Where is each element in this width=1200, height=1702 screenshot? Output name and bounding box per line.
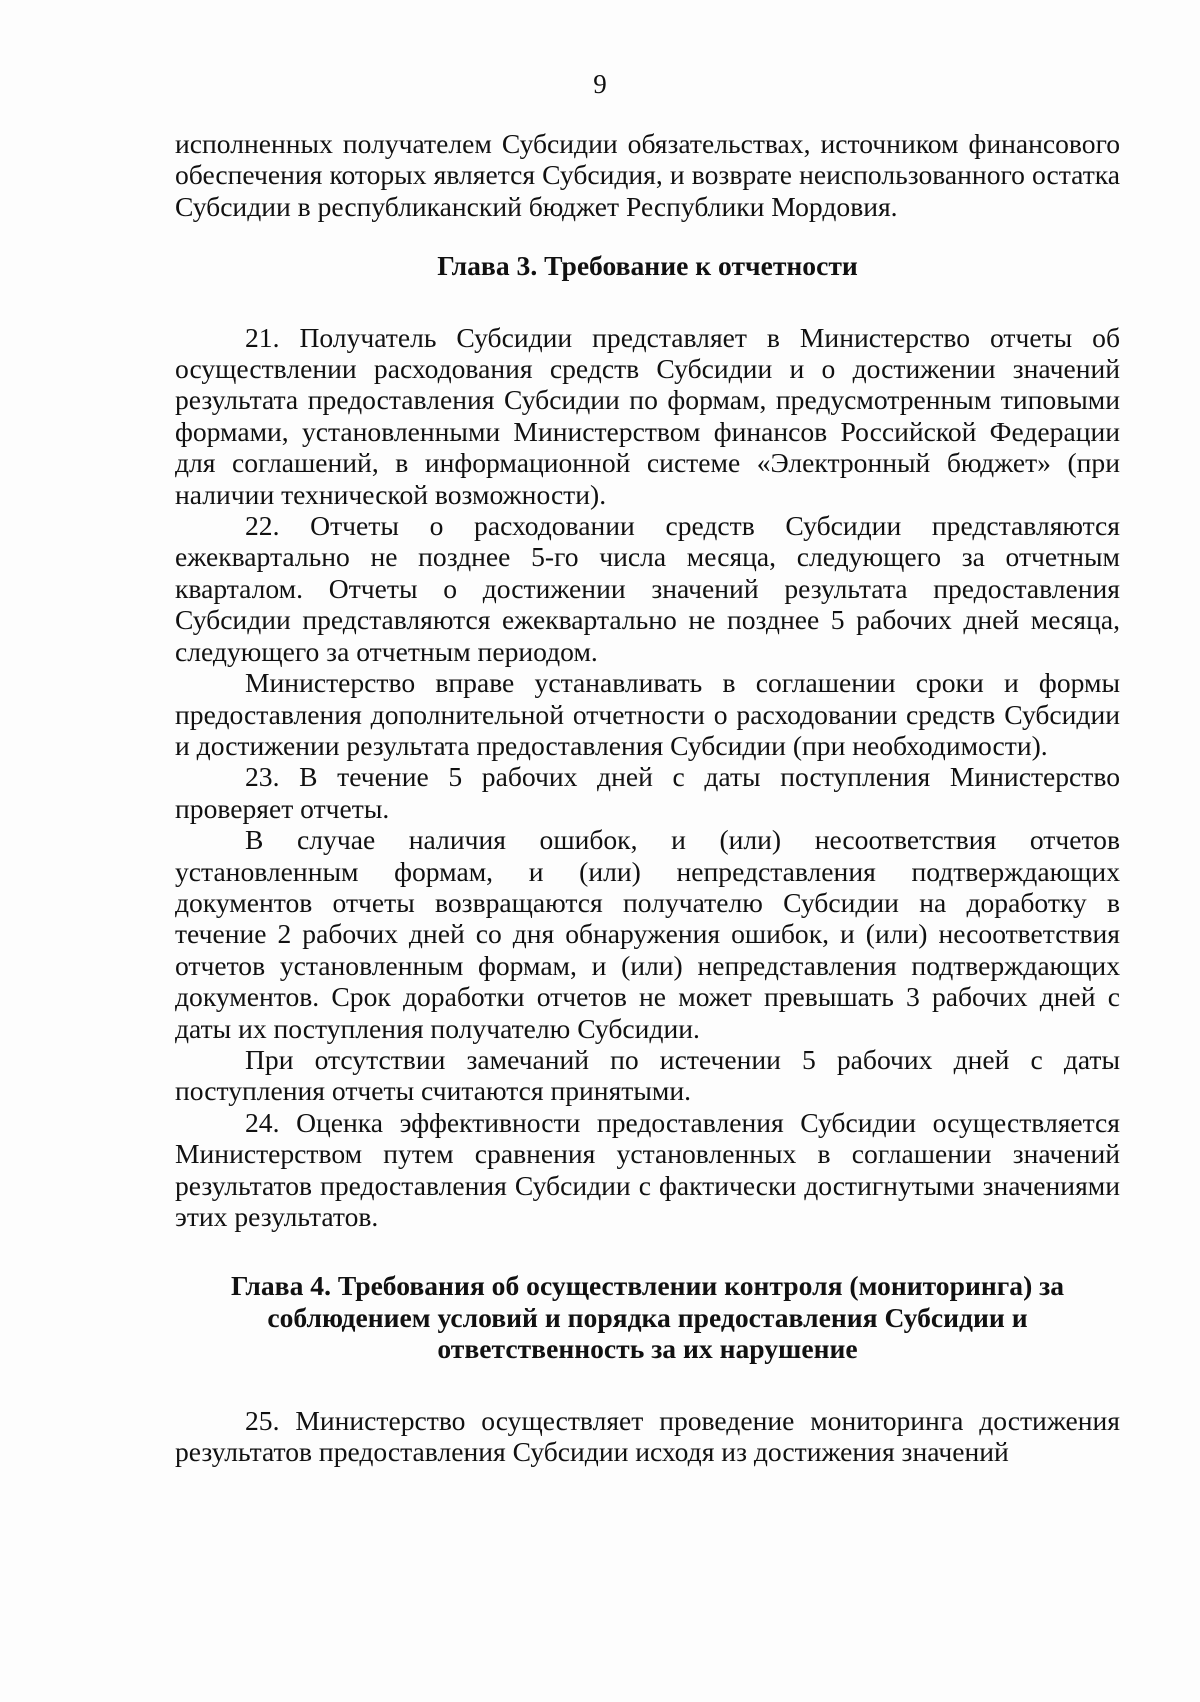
chapter-3-heading: Глава 3. Требование к отчетности xyxy=(437,250,858,282)
page-number: 9 xyxy=(593,69,607,99)
paragraph-22-ministry-rights: Министерство вправе устанавливать в соглашении сроки и формы предоставления дополнительной отчетности о расходовании средств Субсидии и достижении результата предоставления Субсидии (при необходимости). xyxy=(175,667,1120,761)
paragraph-continuation: исполненных получателем Субсидии обязательствах, источником финансового обеспечения которых является Субсидия, и возврате неиспользованного остатка Субсидии в республиканский бюджет Республики Мордовия. xyxy=(175,128,1120,222)
paragraph-23: 23. В течение 5 рабочих дней с даты поступления Министерство проверяет отчеты. xyxy=(175,761,1120,824)
paragraph-25: 25. Министерство осуществляет проведение мониторинга достижения результатов предоставления Субсидии исходя из достижения значений xyxy=(175,1404,1120,1468)
paragraph-23-accepted: При отсутствии замечаний по истечении 5 рабочих дней с даты поступления отчеты считаются принятыми. xyxy=(175,1043,1120,1107)
paragraph-22: 22. Отчеты о расходовании средств Субсидии представляются ежеквартально не позднее 5-го числа месяца, следующего за отчетным кварталом. Отчеты о достижении значений результата предоставления Субсидии представляются ежеквартально не позднее 5 рабочих дней месяца, следующего за отчетным периодом. xyxy=(175,510,1120,667)
paragraph-21: 21. Получатель Субсидии представляет в Министерство отчеты об осуществлении расходования средств Субсидии и о достижении значений результата предоставления Субсидии по формам, предусмотренным типовыми формами, установленными Министерством финансов Российской Федерации для соглашений, в информационной системе «Электронный бюджет» (при наличии технической возможности). xyxy=(175,321,1120,510)
paragraph-24: 24. Оценка эффективности предоставления Субсидии осуществляется Министерством путем сравнения установленных в соглашении значений результатов предоставления Субсидии с фактически достигнутыми значениями этих результатов. xyxy=(175,1106,1120,1232)
document-body xyxy=(175,128,1120,1467)
chapter-4-heading: Глава 4. Требования об осуществлении контроля (мониторинга) за соблюдением условий и порядка предоставления Субсидии и ответственность за их нарушение xyxy=(230,1270,1065,1365)
paragraph-23-errors: В случае наличия ошибок, и (или) несоответствия отчетов установленным формам, и (или) непредставления подтверждающих документов отчеты возвращаются получателю Субсидии на доработку в течение 2 рабочих дней со дня обнаружения ошибок, и (или) несоответствия отчетов установленным формам, и (или) непредставления подтверждающих документов. Срок доработки отчетов не может превышать 3 рабочих дней с даты их поступления получателю Субсидии. xyxy=(175,824,1120,1044)
